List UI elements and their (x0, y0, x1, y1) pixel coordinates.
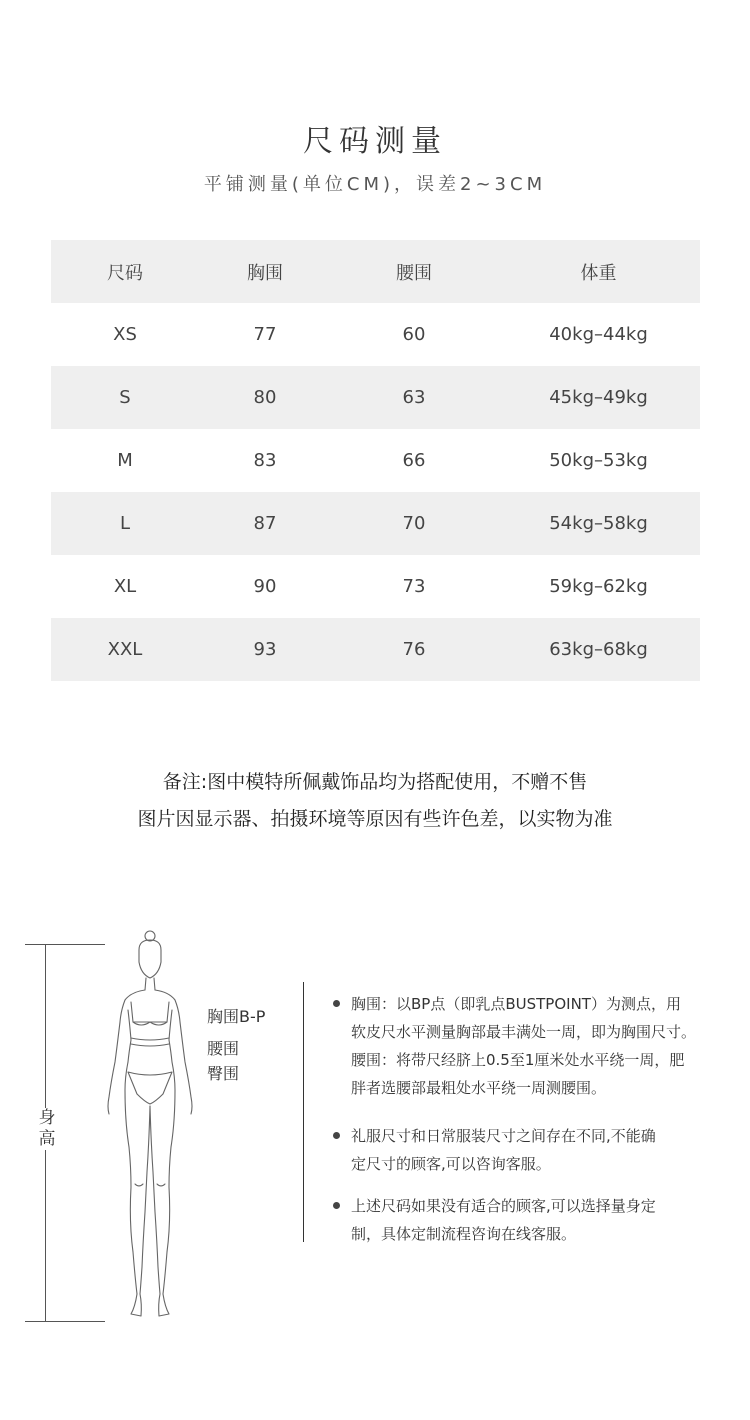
page-title: 尺码测量 (303, 124, 447, 159)
cell-waist: 66 (402, 450, 426, 471)
height-bottom-tick (25, 1321, 105, 1322)
waist-label: 腰围 (207, 1039, 240, 1058)
cell-size: XS (113, 324, 137, 345)
cell-weight: 40kg–44kg (549, 324, 648, 345)
height-top-tick (25, 944, 105, 945)
body-outline-icon (95, 922, 195, 1327)
table-row (51, 618, 700, 681)
header-weight: 体重 (580, 262, 617, 284)
info-text: 定尺寸的顾客,可以咨询客服。 (351, 1155, 551, 1173)
size-table (51, 240, 700, 681)
cell-bust: 77 (253, 324, 277, 345)
vertical-divider (303, 982, 304, 1242)
cell-size: M (117, 450, 133, 471)
table-row (51, 366, 700, 429)
notes-block (0, 764, 750, 838)
cell-size: S (119, 387, 131, 408)
table-header-row (51, 240, 700, 303)
info-item-bust-waist (333, 990, 728, 1102)
cell-size: XXL (107, 639, 143, 660)
table-row (51, 555, 700, 618)
height-label: 身高 (36, 1108, 58, 1150)
hip-label: 臀围 (207, 1064, 240, 1083)
info-text: 胸围：以BP点（即乳点BUSTPOINT）为测点，用 (351, 995, 681, 1013)
table-row (51, 303, 700, 366)
info-text: 上述尺码如果没有适合的顾客,可以选择量身定 (351, 1197, 656, 1215)
cell-bust: 90 (253, 576, 277, 597)
cell-weight: 50kg–53kg (549, 450, 648, 471)
cell-bust: 83 (253, 450, 277, 471)
table-row (51, 429, 700, 492)
header-waist: 腰围 (396, 262, 432, 284)
cell-weight: 59kg–62kg (549, 576, 648, 597)
info-item-dress-size (333, 1122, 728, 1178)
cell-weight: 45kg–49kg (549, 387, 648, 408)
cell-waist: 60 (402, 324, 426, 345)
bullet-icon (333, 1132, 340, 1139)
table-row (51, 492, 700, 555)
note-line-1: 备注:图中模特所佩戴饰品均为搭配使用，不赠不售 (162, 771, 588, 793)
cell-size: L (119, 513, 131, 534)
cell-weight: 63kg–68kg (549, 639, 648, 660)
info-text: 腰围：将带尺经脐上0.5至1厘米处水平绕一周，肥 (351, 1051, 685, 1069)
note-line-2: 图片因显示器、拍摄环境等原因有些许色差，以实物为准 (137, 808, 613, 830)
info-text: 制，具体定制流程咨询在线客服。 (351, 1225, 577, 1243)
cell-bust: 87 (253, 513, 277, 534)
info-text: 胖者选腰部最粗处水平绕一周测腰围。 (351, 1079, 607, 1097)
cell-bust: 80 (253, 387, 277, 408)
info-item-custom (333, 1192, 728, 1248)
info-text: 软皮尺水平测量胸部最丰满处一周，即为胸围尺寸。 (351, 1023, 697, 1041)
cell-waist: 76 (402, 639, 426, 660)
cell-weight: 54kg–58kg (549, 513, 648, 534)
bullet-icon (333, 1000, 340, 1007)
cell-waist: 73 (402, 576, 426, 597)
cell-bust: 93 (253, 639, 277, 660)
info-text: 礼服尺寸和日常服装尺寸之间存在不同,不能确 (351, 1127, 656, 1145)
bullet-icon (333, 1202, 340, 1209)
cell-size: XL (113, 576, 137, 597)
header-bust: 胸围 (247, 262, 283, 284)
bust-bp-label: 胸围B-P (207, 1007, 266, 1026)
cell-waist: 63 (402, 387, 426, 408)
cell-waist: 70 (402, 513, 426, 534)
header-size: 尺码 (107, 262, 143, 284)
page-subtitle: 平铺测量(单位CM)，误差2~3CM (203, 174, 547, 195)
